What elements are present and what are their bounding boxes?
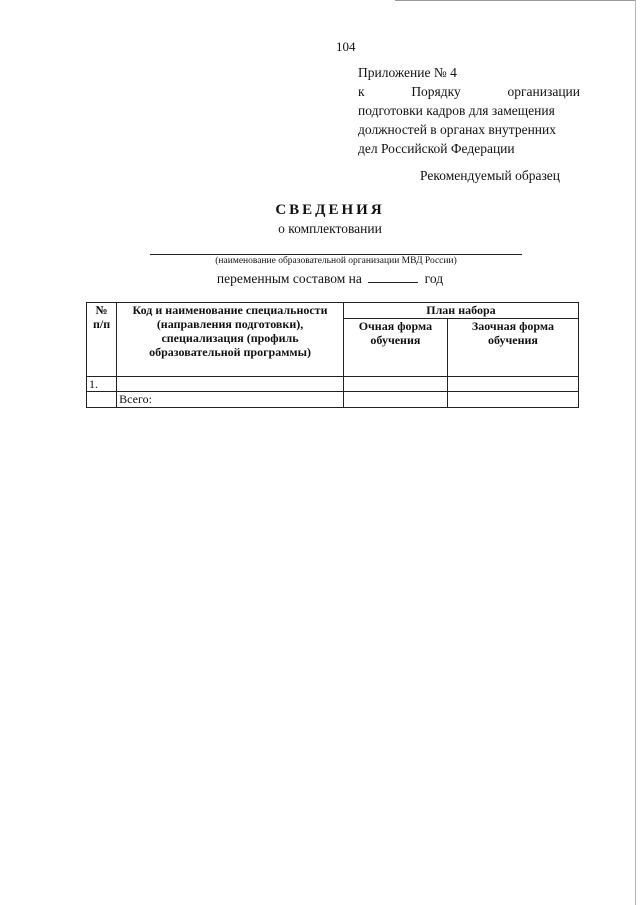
scan-edge-right [635, 0, 636, 905]
document-subtitle: о комплектовании [278, 221, 382, 236]
total-label: Всего: [117, 392, 344, 408]
sample-label: Рекомендуемый образец [420, 168, 561, 183]
table-header-row [87, 303, 579, 319]
appendix-word: Порядку [411, 84, 461, 99]
total-cell-num [87, 392, 117, 408]
cell-num: 1. [87, 377, 117, 392]
appendix-word: организации [507, 84, 580, 99]
appendix-header [358, 63, 580, 158]
organization-caption: (наименование образовательной организации МВД России) [215, 256, 457, 266]
document-title: СВЕДЕНИЯ [275, 202, 385, 218]
cell-part-time [447, 377, 578, 392]
total-cell-part-time [447, 392, 578, 408]
appendix-line-2 [358, 82, 580, 101]
enrollment-plan-table [86, 302, 579, 408]
staff-line-before: переменным составом на [216, 271, 362, 286]
cell-full-time [343, 377, 447, 392]
table-total-row [87, 392, 579, 408]
organization-name-line [150, 254, 522, 255]
header-full-time: Очная форма обучения [343, 319, 447, 377]
appendix-line-1: Приложение № 4 [358, 65, 457, 80]
table-row [87, 377, 579, 392]
page-number: 104 [336, 39, 356, 54]
header-plan: План набора [343, 303, 578, 319]
year-blank-field [368, 270, 418, 283]
total-cell-full-time [343, 392, 447, 408]
appendix-line-3: подготовки кадров для замещения [358, 103, 555, 118]
header-specialty: Код и наименование специальности (направления подготовки), специализация (профиль образовательной программы) [117, 303, 344, 377]
appendix-line-5: дел Российской Федерации [358, 141, 515, 156]
appendix-word: к [358, 84, 365, 99]
header-num-line-2: п/п [92, 317, 111, 331]
header-num-line-1: № [95, 303, 108, 317]
scan-edge-top [395, 0, 635, 1]
header-num [87, 303, 117, 377]
staff-line [0, 270, 640, 287]
appendix-line-4: должностей в органах внутренних [358, 122, 556, 137]
staff-line-after: год [424, 271, 444, 286]
header-part-time: Заочная форма обучения [447, 319, 578, 377]
cell-specialty [117, 377, 344, 392]
